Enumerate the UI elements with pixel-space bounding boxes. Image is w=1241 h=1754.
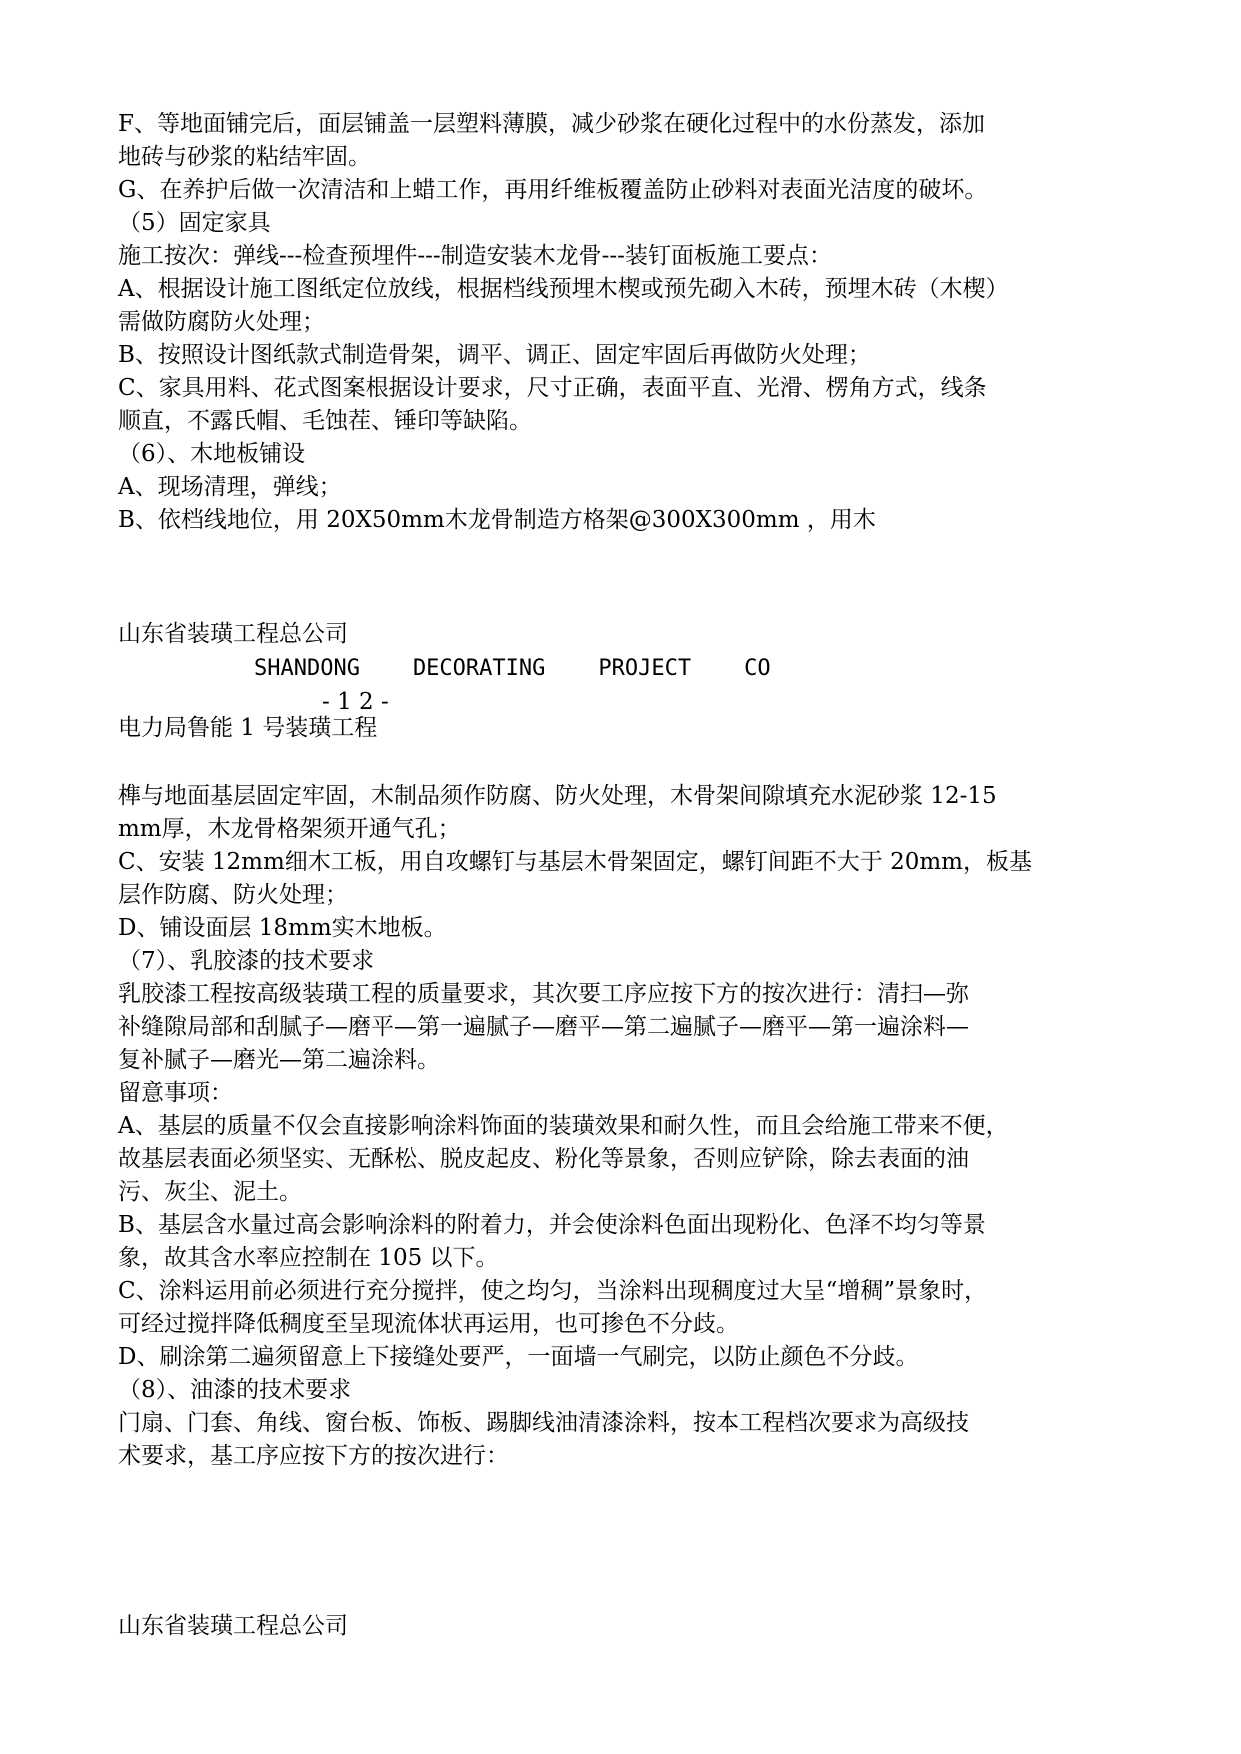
text-line: 补缝隙局部和刮腻子—磨平—第一遍腻子—磨平—第二遍腻子—磨平—第一遍涂料—: [118, 1014, 969, 1040]
text-line: C、涂料运用前必须进行充分搅拌，使之均匀，当涂料出现稠度过大呈“增稠”景象时，: [118, 1278, 988, 1304]
text-line: 榫与地面基层固定牢固，木制品须作防腐、防火处理，木骨架间隙填充水泥砂浆 12-15: [118, 783, 997, 809]
text-line: F、等地面铺完后，面层铺盖一层塑料薄膜，减少砂浆在硬化过程中的水份蒸发，添加: [118, 111, 985, 137]
section-lower-text: [118, 780, 1128, 1473]
text-line: mm厚，木龙骨格架须开通气孔；: [118, 816, 461, 842]
section-heading-latex-paint: （7）、乳胶漆的技术要求: [118, 948, 375, 974]
section-heading-wood-floor: （6）、木地板铺设: [118, 441, 306, 467]
section-upper-text: [118, 108, 1128, 537]
page-footer: [118, 618, 1128, 720]
text-line: D、铺设面层 18mm实木地板。: [118, 915, 447, 941]
text-line: 复补腻子—磨光—第二遍涂料。: [118, 1047, 440, 1073]
text-line: 污、灰尘、泥土。: [118, 1179, 302, 1205]
footer-company-cn: 山东省装璜工程总公司: [118, 621, 348, 647]
section-heading-paint: （8）、油漆的技术要求: [118, 1377, 352, 1403]
text-line: A、根据设计施工图纸定位放线，根据档线预埋木楔或预先砌入木砖，预埋木砖（木楔）: [118, 276, 1009, 302]
text-line: 术要求，基工序应按下方的按次进行：: [118, 1443, 509, 1469]
text-line: A、基层的质量不仅会直接影响涂料饰面的装璜效果和耐久性，而且会给施工带来不便，: [118, 1113, 1009, 1139]
text-line: C、安装 12mm细木工板，用自攻螺钉与基层木骨架固定，螺钉间距不大于 20mm，板基: [118, 849, 1032, 875]
text-line: 门扇、门套、角线、窗台板、饰板、踢脚线油清漆涂料，按本工程档次要求为高级技: [118, 1410, 969, 1436]
text-line: C、家具用料、花式图案根据设计要求，尺寸正确，表面平直、光滑、楞角方式，线条: [118, 375, 987, 401]
section-heading-fixed-furniture: （5）固定家具: [118, 210, 271, 236]
text-line: 需做防腐防火处理；: [118, 309, 325, 335]
page-header: [118, 712, 1128, 746]
footer-company-en: SHANDONG DECORATING PROJECT CO: [254, 656, 771, 681]
text-line: G、在养护后做一次清洁和上蜡工作，再用纤维板覆盖防止砂料对表面光洁度的破坏。: [118, 177, 988, 203]
page-number: - 1 2 -: [322, 689, 389, 715]
text-line: B、按照设计图纸款式制造骨架，调平、调正、固定牢固后再做防火处理；: [118, 342, 871, 368]
text-line: D、刷涂第二遍须留意上下接缝处要严，一面墙一气刷完，以防止颜色不分歧。: [118, 1344, 919, 1370]
text-line: 顺直，不露氏帽、毛蚀茬、锤印等缺陷。: [118, 408, 532, 434]
text-line: A、现场清理，弹线；: [118, 474, 342, 500]
text-line: B、依档线地位，用 20X50mm木龙骨制造方格架@300X300mm ，用木: [118, 507, 876, 533]
text-line: 地砖与砂浆的粘结牢固。: [118, 144, 371, 170]
text-line: 故基层表面必须坚实、无酥松、脱皮起皮、粉化等景象，否则应铲除，除去表面的油: [118, 1146, 969, 1172]
text-line: 施工按次：弹线---检查预埋件---制造安装木龙骨---装钉面板施工要点：: [118, 243, 832, 269]
text-line: 象，故其含水率应控制在 105 以下。: [118, 1245, 499, 1271]
text-line: 层作防腐、防火处理；: [118, 882, 348, 908]
header-project-title: 电力局鲁能 1 号装璜工程: [118, 715, 378, 741]
footer-company-cn: 山东省装璜工程总公司: [118, 1613, 348, 1639]
notes-heading: 留意事项：: [118, 1080, 233, 1106]
text-line: B、基层含水量过高会影响涂料的附着力，并会使涂料色面出现粉化、色泽不均匀等景: [118, 1212, 986, 1238]
text-line: 乳胶漆工程按高级装璜工程的质量要求，其次要工序应按下方的按次进行：清扫—弥: [118, 981, 969, 1007]
page-footer-bottom: [118, 1610, 1128, 1644]
text-line: 可经过搅拌降低稠度至呈现流体状再运用，也可掺色不分歧。: [118, 1311, 739, 1337]
